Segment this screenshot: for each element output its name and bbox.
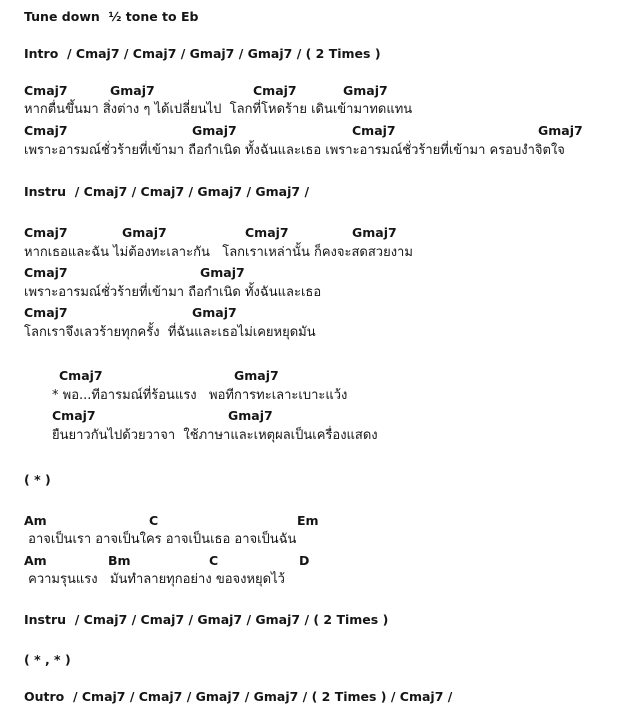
chord: Gmaj7 [234, 368, 279, 383]
outro-progression: Outro / Cmaj7 / Cmaj7 / Gmaj7 / Gmaj7 / ( 2 Times ) / Cmaj7 / [24, 689, 453, 704]
chord-row [0, 305, 620, 321]
chord: Cmaj7 [245, 225, 289, 240]
chord-row [0, 368, 620, 384]
lyric-line: อาจเป็นเรา อาจเป็นใคร อาจเป็นเธอ อาจเป็นฉัน [24, 532, 297, 547]
chord: Gmaj7 [343, 83, 388, 98]
chord: Gmaj7 [110, 83, 155, 98]
chord: Gmaj7 [192, 123, 237, 138]
chord-row [0, 225, 620, 241]
chord: Cmaj7 [253, 83, 297, 98]
chord: Gmaj7 [228, 408, 273, 423]
tuning-note: Tune down ½ tone to Eb [24, 9, 199, 24]
repeat-marker: ( * ) [24, 472, 51, 487]
chord: Em [297, 513, 319, 528]
chord-row [0, 513, 620, 529]
chord: Cmaj7 [24, 83, 68, 98]
chord-row [0, 408, 620, 424]
chord-row [0, 123, 620, 139]
instru-progression: Instru / Cmaj7 / Cmaj7 / Gmaj7 / Gmaj7 / [24, 184, 310, 199]
chord: Cmaj7 [24, 225, 68, 240]
lyric-line: ยืนยาวกันไปด้วยวาจา ใช้ภาษาและเหตุผลเป็นเครื่องแสดง [52, 428, 378, 443]
instru-progression: Instru / Cmaj7 / Cmaj7 / Gmaj7 / Gmaj7 / ( 2 Times ) [24, 612, 389, 627]
lyric-line: * พอ...ทีอารมณ์ที่ร้อนแรง พอทีการทะเลาะเบาะแว้ง [52, 388, 348, 403]
chord: Gmaj7 [352, 225, 397, 240]
chord: Cmaj7 [52, 408, 96, 423]
chord: Am [24, 513, 47, 528]
lyric-line: เพราะอารมณ์ชั่วร้ายที่เข้ามา ถือกำเนิด ทั้งฉันและเธอ [24, 285, 322, 300]
lyric-line: หากตื่นขึ้นมา สิ่งต่าง ๆ ได้เปลี่ยนไป โลกที่โหดร้าย เดินเข้ามาทดแทน [24, 102, 413, 117]
chord: C [149, 513, 159, 528]
lyric-line: หากเธอและฉัน ไม่ต้องทะเลาะกัน โลกเราเหล่านั้น ก็คงจะสดสวยงาม [24, 245, 413, 260]
chord-row [0, 553, 620, 569]
repeat-marker: ( * , * ) [24, 652, 71, 667]
chord: Gmaj7 [538, 123, 583, 138]
lyric-line: โลกเราจึงเลวร้ายทุกครั้ง ที่ฉันและเธอไม่เคยหยุดมัน [24, 325, 316, 340]
chord: Cmaj7 [24, 123, 68, 138]
chord: Gmaj7 [192, 305, 237, 320]
chord-row [0, 265, 620, 281]
chord: Cmaj7 [59, 368, 103, 383]
chord: Cmaj7 [24, 305, 68, 320]
chord: Bm [108, 553, 131, 568]
chord: C [209, 553, 219, 568]
chord: Cmaj7 [24, 265, 68, 280]
chord: Gmaj7 [122, 225, 167, 240]
lyric-line: เพราะอารมณ์ชั่วร้ายที่เข้ามา ถือกำเนิด ทั้งฉันและเธอ เพราะอารมณ์ชั่วร้ายที่เข้ามา ครอบงำจิตใจ [24, 143, 565, 158]
chord: Gmaj7 [200, 265, 245, 280]
chord-row [0, 83, 620, 99]
chord: D [299, 553, 310, 568]
chord: Am [24, 553, 47, 568]
chord: Cmaj7 [352, 123, 396, 138]
intro-progression: Intro / Cmaj7 / Cmaj7 / Gmaj7 / Gmaj7 / ( 2 Times ) [24, 46, 381, 61]
lyric-line: ความรุนแรง มันทำลายทุกอย่าง ขอจงหยุดไว้ [24, 572, 285, 587]
